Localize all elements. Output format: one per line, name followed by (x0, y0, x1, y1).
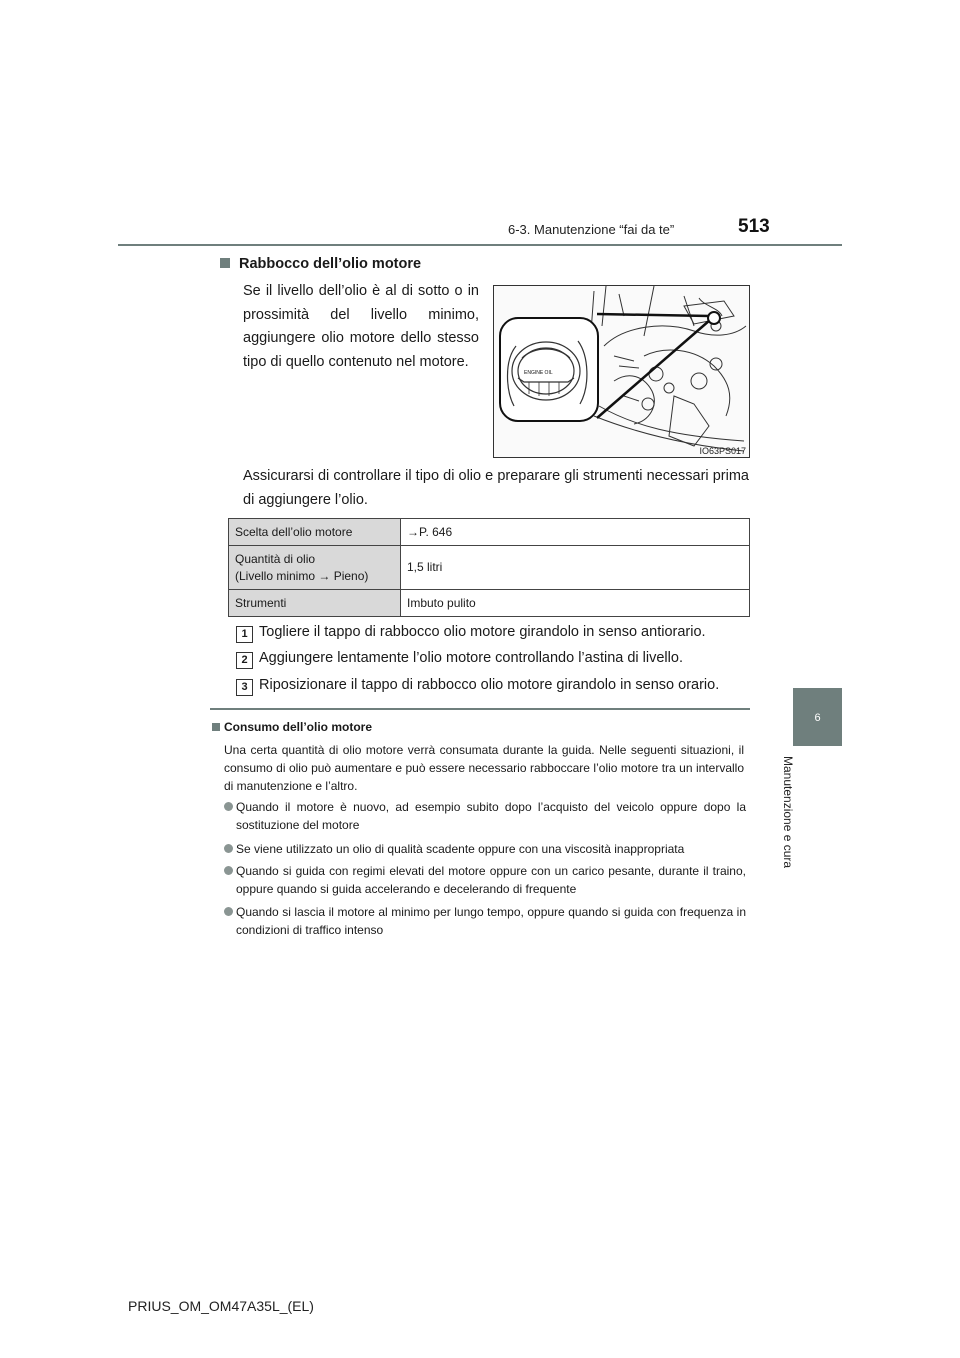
table-cell-label: Strumenti (229, 590, 401, 617)
table-row (229, 546, 750, 590)
note-square-icon (212, 723, 220, 731)
step-number: 2 (236, 652, 253, 669)
chapter-tab-label-wrap (781, 756, 811, 886)
section-heading (220, 256, 421, 272)
step-number: 3 (236, 679, 253, 696)
note-heading (212, 720, 372, 734)
list-item-text: Se viene utilizzato un olio di qualità scadente oppure con una viscosità inappropriata (236, 842, 685, 856)
table-row (229, 590, 750, 617)
note-heading-text: Consumo dell’olio motore (224, 720, 373, 734)
preparation-paragraph: Assicurarsi di controllare il tipo di olio e preparare gli strumenti necessari prima di aggiungere l’olio. (243, 468, 749, 508)
header-section-title: 6-3. Manutenzione “fai da te” (508, 222, 675, 237)
bullet-dot-icon (224, 907, 233, 916)
chapter-tab-label: Manutenzione e cura (781, 756, 795, 869)
figure-code: IO63PS017 (699, 446, 746, 456)
step-text: Riposizionare il tappo di rabbocco olio motore girandolo in senso orario. (259, 677, 720, 693)
bullet-dot-icon (224, 844, 233, 853)
list-item-text: Quando si lascia il motore al minimo per lungo tempo, oppure quando si guida con frequenza in condizioni di traffico intenso (236, 905, 746, 937)
step-text: Aggiungere lentamente l’olio motore controllando l’astina di livello. (259, 650, 683, 666)
footer-doc-code: PRIUS_OM_OM47A35L_(EL) (128, 1298, 314, 1314)
note-divider (210, 708, 750, 710)
table-row (229, 519, 750, 546)
engine-bay-drawing (494, 286, 749, 457)
note-paragraph: Una certa quantità di olio motore verrà consumata durante la guida. Nelle seguenti situazioni, il consumo di olio può aumentare e può essere necessario rabboccare l’olio motore tra un intervallo di manutenzione e l’altro. (224, 743, 744, 793)
list-item-text: Quando il motore è nuovo, ad esempio subito dopo l’acquisto del veicolo oppure dopo la sostituzione del motore (236, 800, 746, 832)
cap-label-text: ENGINE OIL (524, 370, 553, 376)
header-divider (118, 244, 842, 246)
table-cell-label (229, 546, 401, 590)
table-cell-label-line: (Livello minimo → Pieno) (235, 568, 369, 583)
page-number: 513 (738, 216, 770, 237)
step-text: Togliere il tappo di rabbocco olio motore girandolo in senso antiorario. (259, 624, 706, 640)
table-cell-value: 1,5 litri (401, 546, 750, 590)
heading-square-icon (220, 258, 230, 268)
step-number: 1 (236, 626, 253, 643)
engine-oil-cap-illustration (493, 285, 750, 458)
list-item-text: Quando si guida con regimi elevati del motore oppure con un carico pesante, durante il traino, oppure quando si guida accelerando e decelerando di frequente (236, 864, 746, 896)
section-heading-text: Rabbocco dell’olio motore (239, 256, 422, 272)
bullet-dot-icon (224, 866, 233, 875)
table-cell-label-line: Quantità di olio (235, 551, 316, 566)
bullet-dot-icon (224, 802, 233, 811)
table-cell-label: Scelta dell’olio motore (229, 519, 401, 546)
oil-spec-table (228, 518, 750, 617)
table-cell-value: Imbuto pulito (401, 590, 750, 617)
intro-paragraph: Se il livello dell’olio è al di sotto o in prossimità del livello minimo, aggiungere olio motore dello stesso tipo di quello contenuto nel motore. (243, 283, 479, 370)
table-cell-value: →P. 646 (401, 519, 750, 546)
chapter-tab-number: 6 (814, 712, 821, 724)
